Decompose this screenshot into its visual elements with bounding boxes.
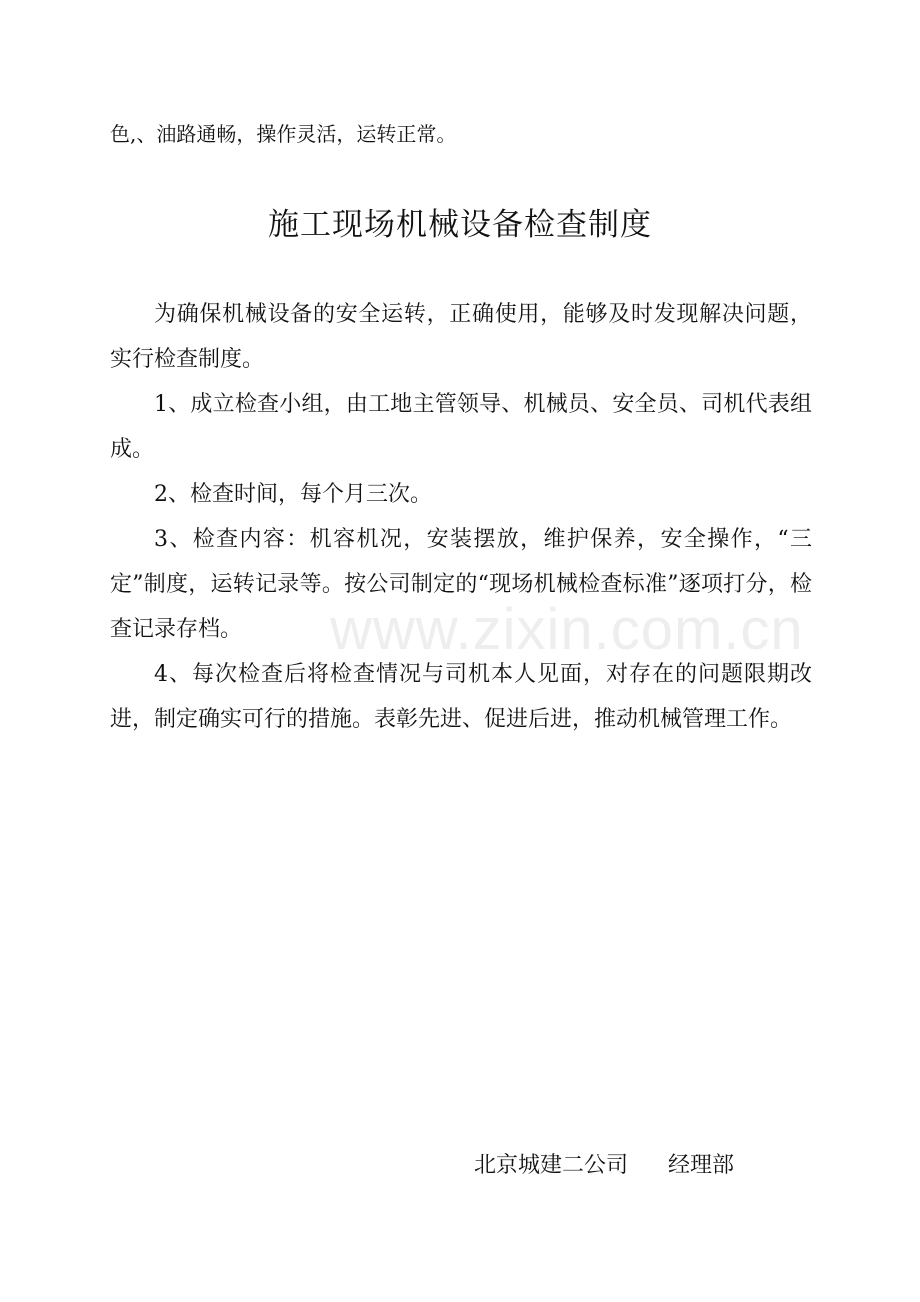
signature-block — [474, 1148, 734, 1184]
intro-paragraph: 为确保机械设备的安全运转，正确使用，能够及时发现解决问题，实行检查制度。 — [110, 302, 812, 372]
carry-over-text: 色,、油路通畅，操作灵活，运转正常。 — [110, 122, 457, 146]
document-title: 施工现场机械设备检查制度 — [268, 207, 652, 243]
item-1-paragraph: 1、成立检查小组，由工地主管领导、机械员、安全员、司机代表组成。 — [110, 392, 812, 462]
item-2-paragraph: 2、检查时间，每个月三次。 — [154, 482, 432, 507]
item-3-paragraph: 3、检查内容：机容机况，安装摆放，维护保养，安全操作，“三定”制度，运转记录等。按公司制定的“现场机械检查标准”逐项打分，检查记录存档。 — [110, 527, 812, 642]
signature-organization: 北京城建二公司 — [474, 1153, 629, 1178]
watermark-text: www.zixin.com.cn — [330, 597, 804, 662]
document-body — [110, 292, 812, 742]
item-4-paragraph: 4、每次检查后将检查情况与司机本人见面，对存在的问题限期改进，制定确实可行的措施。表彰先进、促进后进，推动机械管理工作。 — [110, 662, 812, 732]
signature-department: 经理部 — [668, 1153, 735, 1178]
